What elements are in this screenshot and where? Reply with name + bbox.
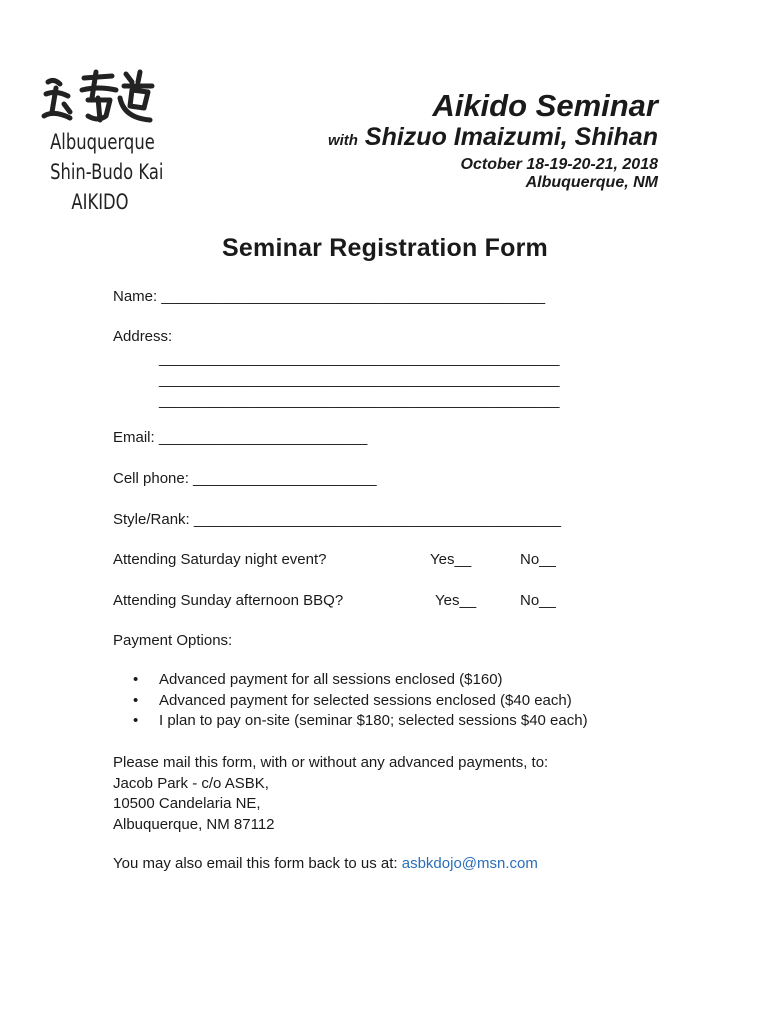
sunday-yes-option[interactable]: Yes__ [435, 592, 477, 609]
seminar-title: Aikido Seminar [432, 88, 658, 123]
form-title: Seminar Registration Form [222, 234, 548, 262]
email-instructions [113, 855, 538, 872]
instructor-line [328, 122, 658, 156]
seminar-dates: October 18-19-20-21, 2018 [460, 156, 658, 173]
seminar-header [328, 88, 658, 192]
seminar-location: Albuquerque, NM [525, 174, 658, 191]
logo-text-city: Albuquerque [50, 130, 155, 154]
contact-email-link[interactable]: asbkdojo@msn.com [401, 855, 538, 872]
payment-options-label: Payment Options: [113, 632, 233, 649]
address-line-3[interactable]: ________________________________________________ [159, 392, 560, 409]
instructor-name: Shizuo Imaizumi, Shihan [364, 123, 658, 151]
email-intro-text: You may also email this form back to us at: [113, 855, 402, 872]
mail-address-line-3: Albuquerque, NM 87112 [113, 816, 275, 833]
style-rank-field[interactable]: Style/Rank: ____________________________________________ [113, 511, 561, 528]
payment-option-onsite[interactable]: • I plan to pay on-site (seminar $180; selected sessions $40 each) [113, 711, 588, 732]
sunday-no-option[interactable]: No__ [520, 592, 556, 609]
name-field[interactable]: Name: ______________________________________________ [113, 288, 546, 305]
cell-phone-field[interactable]: Cell phone: ______________________ [113, 470, 377, 487]
calligraphy-kanji-icon [40, 68, 158, 128]
logo-text-club: Shin-Budo Kai [50, 160, 164, 184]
saturday-no-option[interactable]: No__ [520, 551, 556, 568]
payment-option-selected[interactable]: • Advanced payment for selected sessions enclosed ($40 each) [113, 691, 588, 712]
payment-options-list [113, 670, 588, 732]
mail-instructions: Please mail this form, with or without any advanced payments, to: [113, 754, 549, 771]
saturday-yes-option[interactable]: Yes__ [430, 551, 472, 568]
saturday-question: Attending Saturday night event? [113, 551, 327, 568]
email-field[interactable]: Email: _________________________ [113, 429, 368, 446]
mail-address-line-1: Jacob Park - c/o ASBK, [113, 775, 269, 792]
address-label: Address: [113, 328, 173, 345]
sunday-question: Attending Sunday afternoon BBQ? [113, 592, 344, 609]
logo-text-art: AIKIDO [71, 190, 129, 214]
payment-option-all[interactable]: • Advanced payment for all sessions enclosed ($160) [113, 670, 588, 691]
with-label: with [327, 132, 358, 149]
address-line-1[interactable]: ________________________________________________ [159, 350, 560, 367]
address-line-2[interactable]: ________________________________________________ [159, 371, 560, 388]
mail-address-line-2: 10500 Candelaria NE, [113, 795, 261, 812]
